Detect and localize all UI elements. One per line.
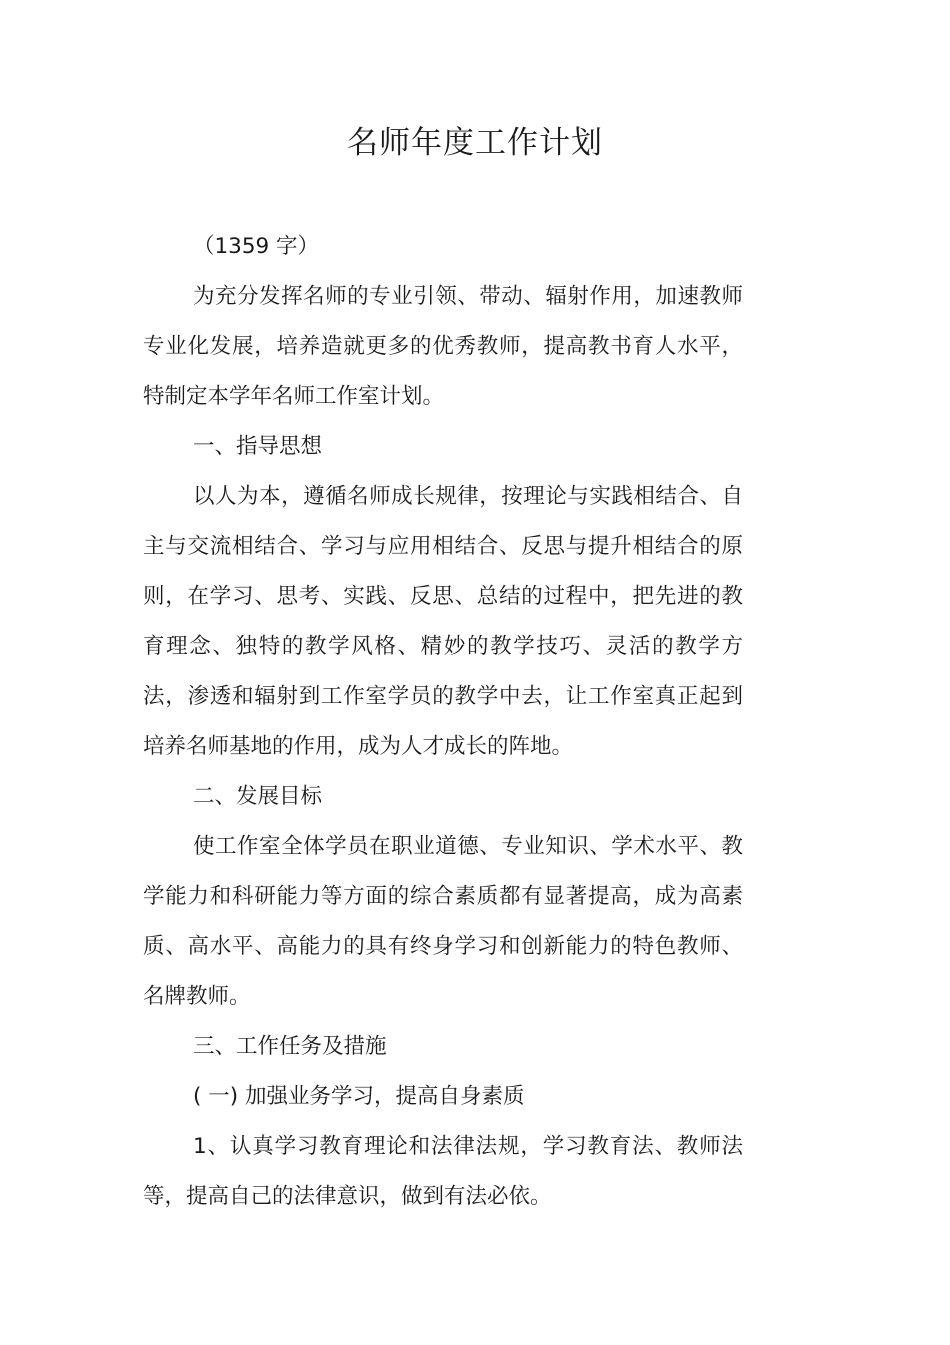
paragraph-development-goals: 使工作室全体学员在职业道德、专业知识、学术水平、教学能力和科研能力等方面的综合素质都有显著提高，成为高素质、高水平、高能力的具有终身学习和创新能力的特色教师、名牌教师。 xyxy=(143,834,743,1009)
subsection-heading-study: ( 一) 加强业务学习，提高自身素质 xyxy=(193,1084,525,1109)
section-heading-tasks-measures: 三、工作任务及措施 xyxy=(193,1034,387,1059)
paragraph-guiding-ideology: 以人为本，遵循名师成长规律，按理论与实践相结合、自主与交流相结合、学习与应用相结合、反思与提升相结合的原则，在学习、思考、实践、反思、总结的过程中，把先进的教育理念、独特的教学风格、精妙的教学技巧、灵活的教学方法，渗透和辐射到工作室学员的教学中去，让工作室真正起到培养名师基地的作用，成为人才成长的阵地。 xyxy=(143,484,743,759)
document-body xyxy=(143,222,743,1222)
document-title: 名师年度工作计划 xyxy=(347,125,603,161)
paragraph-item-1: 1、认真学习教育理论和法律法规，学习教育法、教师法等，提高自己的法律意识，做到有法必依。 xyxy=(143,1134,743,1209)
intro-paragraph: 为充分发挥名师的专业引领、带动、辐射作用，加速教师专业化发展，培养造就更多的优秀教师，提高教书育人水平，特制定本学年名师工作室计划。 xyxy=(143,284,743,409)
section-heading-guiding-ideology: 一、指导思想 xyxy=(193,434,323,459)
word-count: （1359 字） xyxy=(193,234,320,259)
section-heading-development-goals: 二、发展目标 xyxy=(193,784,323,809)
